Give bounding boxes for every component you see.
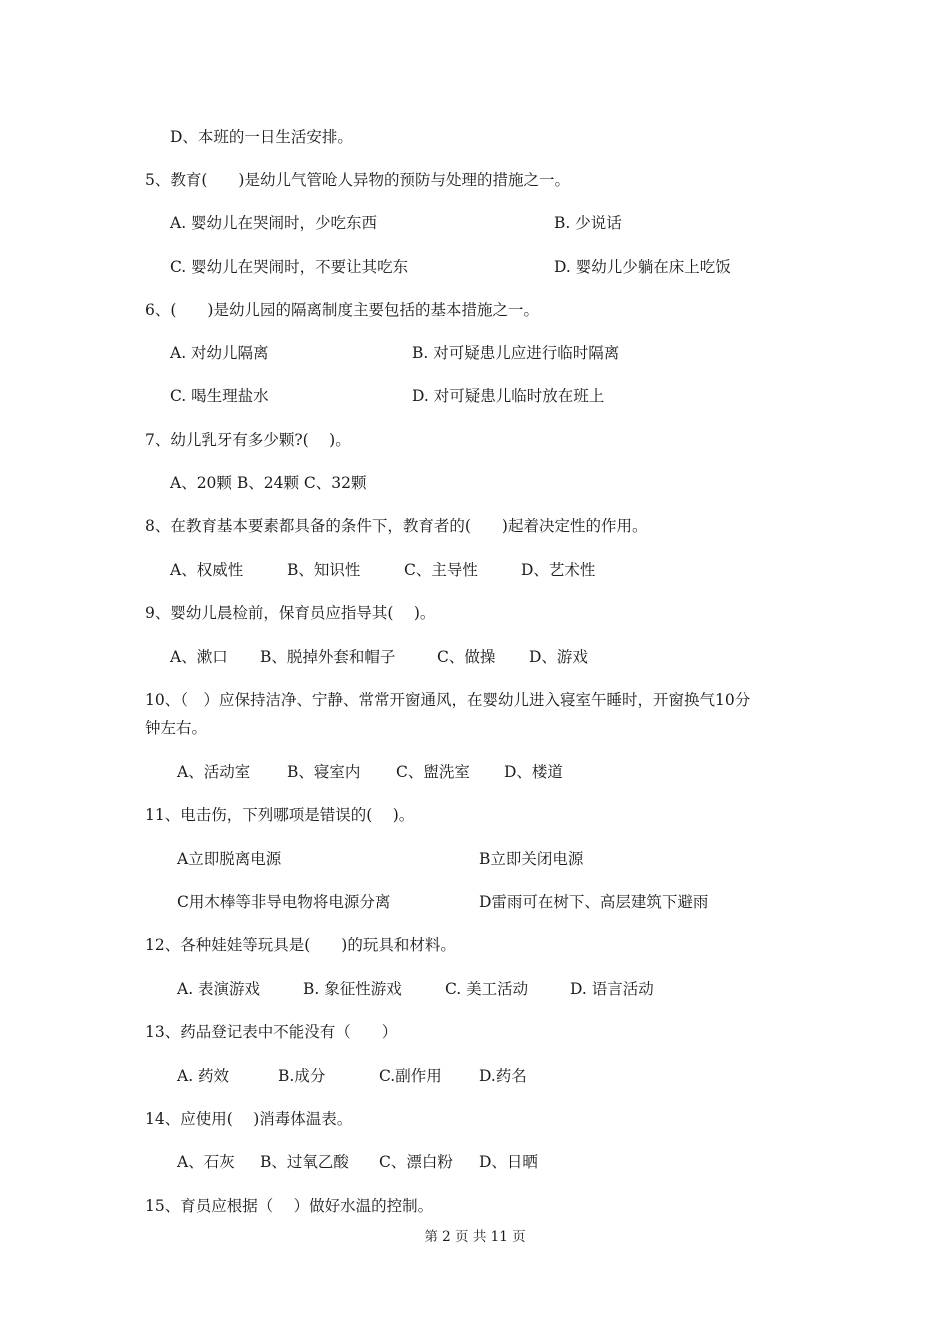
q11-option-d: D雷雨可在树下、高层建筑下避雨: [479, 893, 709, 911]
q12-option-b: B. 象征性游戏: [303, 980, 402, 998]
q10-option-b: B、寝室内: [287, 763, 361, 781]
q10-option-c: C、盥洗室: [396, 763, 470, 781]
q5-option-a: A. 婴幼儿在哭闹时，少吃东西: [170, 214, 378, 232]
q4-option-d: D、本班的一日生活安排。: [170, 128, 353, 146]
q6-option-d: D. 对可疑患儿临时放在班上: [412, 387, 605, 405]
q14-option-a: A、石灰: [177, 1153, 235, 1171]
q7-options: A、20颗 B、24颗 C、32颗: [170, 474, 367, 492]
q8-stem: 8、在教育基本要素都具备的条件下，教育者的( )起着决定性的作用。: [145, 517, 648, 535]
q5-option-d: D. 婴幼儿少躺在床上吃饭: [554, 258, 731, 276]
q13-option-c: C.副作用: [379, 1067, 442, 1085]
q5-option-b: B. 少说话: [554, 214, 622, 232]
q13-option-a: A. 药效: [177, 1067, 230, 1085]
q11-option-b: B立即关闭电源: [479, 850, 584, 868]
q10-option-d: D、楼道: [504, 763, 563, 781]
q9-option-a: A、漱口: [170, 648, 228, 666]
q7-stem: 7、幼儿乳牙有多少颗?( )。: [145, 431, 351, 449]
q5-stem: 5、教育( )是幼儿气管呛人异物的预防与处理的措施之一。: [145, 171, 570, 189]
q13-option-d: D.药名: [479, 1067, 527, 1085]
q14-option-b: B、过氧乙酸: [260, 1153, 349, 1171]
q9-option-c: C、做操: [437, 648, 496, 666]
q13-stem: 13、药品登记表中不能没有（ ）: [145, 1023, 398, 1041]
q6-stem: 6、( )是幼儿园的隔离制度主要包括的基本措施之一。: [145, 301, 539, 319]
q14-stem: 14、应使用( )消毒体温表。: [145, 1110, 353, 1128]
q11-option-a: A立即脱离电源: [177, 850, 282, 868]
q12-option-c: C. 美工活动: [445, 980, 529, 998]
q5-option-c: C. 婴幼儿在哭闹时，不要让其吃东: [170, 258, 409, 276]
q10-option-a: A、活动室: [177, 763, 251, 781]
q8-option-d: D、艺术性: [521, 561, 596, 579]
q12-option-a: A. 表演游戏: [177, 980, 261, 998]
q12-option-d: D. 语言活动: [570, 980, 654, 998]
q13-option-b: B.成分: [278, 1067, 326, 1085]
q8-option-c: C、主导性: [404, 561, 478, 579]
q15-stem: 15、育员应根据（ ）做好水温的控制。: [145, 1197, 434, 1215]
q6-option-a: A. 对幼儿隔离: [170, 344, 269, 362]
q14-option-d: D、日晒: [479, 1153, 538, 1171]
q8-option-b: B、知识性: [287, 561, 361, 579]
q6-option-b: B. 对可疑患儿应进行临时隔离: [412, 344, 620, 362]
q11-option-c: C用木棒等非导电物将电源分离: [177, 893, 391, 911]
q11-stem: 11、电击伤，下列哪项是错误的( )。: [145, 806, 415, 824]
q10-stem-line2: 钟左右。: [145, 719, 208, 737]
q14-option-c: C、漂白粉: [379, 1153, 453, 1171]
page-footer: 第 2 页 共 11 页: [424, 1229, 526, 1245]
q6-option-c: C. 喝生理盐水: [170, 387, 269, 405]
q9-option-b: B、脱掉外套和帽子: [260, 648, 396, 666]
q9-option-d: D、游戏: [529, 648, 588, 666]
q8-option-a: A、权威性: [170, 561, 244, 579]
q10-stem-line1: 10、（ ）应保持洁净、宁静、常常开窗通风，在婴幼儿进入寝室午睡时，开窗换气10分: [145, 691, 751, 709]
q12-stem: 12、各种娃娃等玩具是( )的玩具和材料。: [145, 936, 456, 954]
q9-stem: 9、婴幼儿晨检前，保育员应指导其( )。: [145, 604, 436, 622]
